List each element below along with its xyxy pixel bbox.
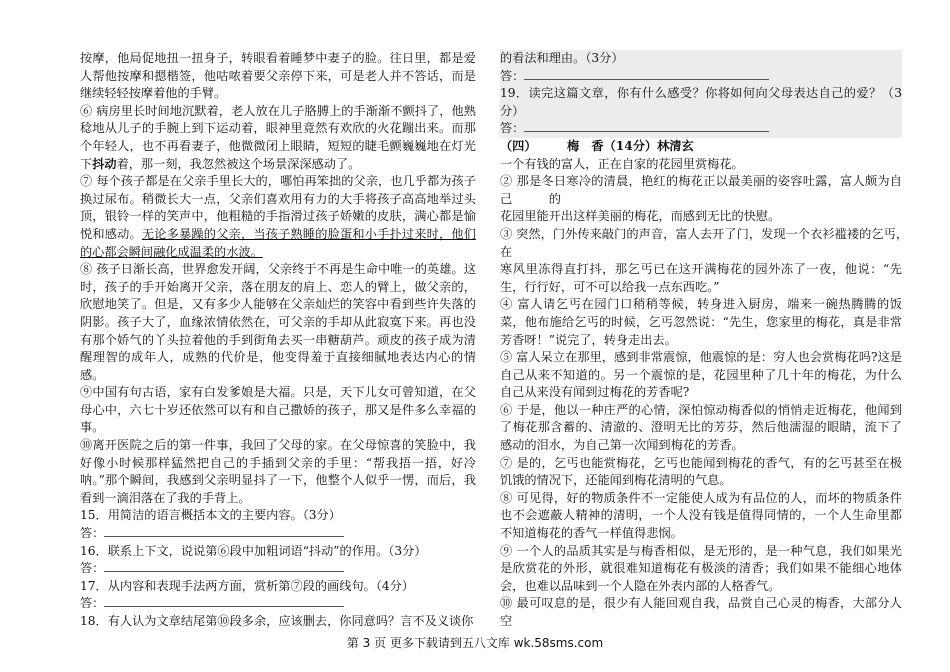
right-column (500, 50, 927, 631)
answer-line-15: 答： (80, 525, 476, 543)
answer-line-17: 答： (80, 595, 476, 613)
meixiang-paragraph-5: ⑤ 富人呆立在那里，感到非常震惊，他震惊的是：穷人也会赏梅花吗?这是自己从来不知道的。另一个震惊的是，花园里种了几十年的梅花，为什么自己从来没有闻到过梅花的芳香呢? (500, 350, 902, 400)
passage-paragraph-5-cont: 按摩，他局促地扭一扭身子，转眼看着睡梦中妻子的脸。往日里，都是爱人帮他按摩和摁楷签，他咕哝着要父亲停下来，可是老人并不答话，而是继续轻轻按摩着他的手臂。 (80, 51, 476, 101)
passage-paragraph-6: ⑥ 病房里长时间地沉默着，老人放在儿子胳膊上的手渐渐不颤抖了，他熟稔地从儿子的手腕上到下运动着，眼神里竟然有欢欣的火花蹦出来。而那个年轻人，也不再看妻子，他微微闭上眼睛，短短的睫毛颤巍巍地在灯光下抖动着，那一刻，我忽然被这个场景深深感动了。 (80, 103, 476, 171)
answer-line-18: 答： (500, 68, 902, 86)
passage-paragraph-7: ⑦ 每个孩子都是在父亲手里长大的，哪怕再笨拙的父亲，也几乎都为孩子换过尿布。稍微长大一点，父亲们喜欢用有力的大手将孩子高高地举过头顶，银铃一样的笑声中，他粗糙的手指滑过孩子娇嫩的皮肤，满心都是愉悦和感动。无论多暴躁的父亲，当孩子熟睡的脸蛋和小手扑过来时，他们的心都会瞬间融化成温柔的水波。 (80, 174, 477, 259)
answer-blank[interactable] (104, 525, 344, 537)
question-19: 19．读完这篇文章，你有什么感受？你将如何向父母表达自己的爱？（3分） (500, 86, 902, 118)
question-15: 15．用简洁的语言概括本文的主要内容。（3分） (80, 508, 341, 523)
meixiang-paragraph-8: ⑧ 可见得，好的物质条件不一定能使人成为有品位的人，而坏的物质条件也不会遮蔽人精神的清明，一个人没有钱是值得同情的，一个人生命里都不知道梅花的香气一样值得悲悯。 (500, 490, 902, 541)
answer-blank[interactable] (104, 595, 344, 607)
passage-paragraph-9: ⑨中国有句古语，家有白发爹娘是大福。只是，天下儿女可曾知道，在父母心中，六七十岁还依然可以有和自己撒娇的孩子，那又是件多么幸福的事。 (80, 385, 476, 435)
meixiang-paragraph-6: ⑥ 于是，他以一种庄严的心情，深怕惊动梅香似的悄悄走近梅花，他闻到了梅花那含蓄的、清澈的、澄明无比的芳芬，然后他濡湿的眼睛，流下了感动的泪水，为自己第一次闻到梅花的芳香。 (500, 402, 902, 453)
meixiang-paragraph-3b: 寒风里冻得直打抖，那乞丐已在这开满梅花的园外冻了一夜，他说：“先生，行行好，可不可以给我一点东西吃。” (500, 262, 902, 294)
answer-line-19: 答： (500, 120, 902, 138)
bold-word-doudong: 抖动 (92, 156, 117, 171)
question-16: 16．联系上下文，说说第⑥段中加粗词语“抖动”的作用。（3分） (80, 543, 427, 558)
meixiang-paragraph-1: 一个有钱的富人，正在自家的花园里赏梅花。 (500, 156, 744, 171)
meixiang-paragraph-2b: 花园里能开出这样美丽的梅花，而感到无比的快慰。 (500, 209, 781, 224)
meixiang-paragraph-10: ⑩ 最可叹息的是，很少有人能回观自我，品赏自己心灵的梅香，大部分人空 (500, 596, 902, 628)
meixiang-paragraph-9: ⑨ 一个人的品质其实是与梅香相似，是无形的，是一种气息，我们如果光是欣赏花的外形，就很难知道梅花有极淡的清香；我们如果不能细心地体会，也难以品味到一个人隐在外表内部的人格香气。 (500, 543, 902, 593)
answer-blank[interactable] (524, 120, 769, 132)
passage-paragraph-10: ⑩离开医院之后的第一件事，我回了父母的家。在父母惊喜的笑脸中，我好像小时候那样猛然把自己的手插到父亲的手里：“帮我捂一捂，好冷呐。”那个瞬间，我感到父亲明显抖了一下，他整个人似乎一愣，而后，我看到一滴泪落在了我的手背上。 (80, 438, 476, 505)
shaded-question-block (500, 50, 902, 138)
question-17: 17．从内容和表现手法两方面，赏析第⑦段的画线句。（4分） (80, 578, 415, 593)
answer-line-16: 答： (80, 560, 476, 578)
meixiang-paragraph-3a: ③ 突然，门外传来敲门的声音，富人去开了门，发现一个衣衫褴褛的乞丐， 在 (500, 226, 927, 259)
meixiang-paragraph-4: ④ 富人请乞丐在园门口稍稍等候，转身进入厨房，端来一碗热腾腾的饭菜，他布施给乞丐的时候，乞丐忽然说：“先生，您家里的梅花，真是非常芳香呀！”说完了，转身走出去。 (500, 297, 902, 347)
passage-paragraph-8: ⑧ 孩子日渐长高，世界愈发开阔，父亲终于不再是生命中唯一的英雄。这时，孩子的手开始离开父亲，落在朋友的肩上、恋人的臂上，做父亲的，欣慰地笑了。但是，又有多少人能够在父亲灿烂的笑容中看到些许失落的阴影。孩子大了，血缘浓情依然在，可父亲的手却从此寂寞下来。再也没有那个娇气的丫头拉着他的手到街角去买一串糖葫芦。顽皮的孩子成为清醒理智的成年人，成熟的代价是，他变得羞于直接细腻地表达内心的情感。 (80, 262, 476, 382)
answer-blank[interactable] (524, 68, 769, 80)
section-title: （四） 梅 香（14分）林清玄 (500, 138, 694, 153)
left-column (80, 50, 476, 631)
answer-blank[interactable] (104, 560, 344, 572)
meixiang-paragraph-7: ⑦ 是的，乞丐也能赏梅花，乞丐也能闻到梅花的香气，有的乞丐甚至在极饥饿的情况下，还能闻到梅花清明的气息。 (500, 455, 902, 488)
question-18: 18．有人认为文章结尾第⑩段多余，应该删去，你同意吗？言不及义谈你 (80, 614, 474, 628)
question-18-cont: 的看法和理由。（3分） (500, 51, 624, 65)
underlined-sentence: 无论多暴躁的父亲，当孩子熟睡的脸蛋和小手扑过来时，他们的心都会瞬间融化成温柔的水波。 (80, 226, 477, 259)
meixiang-paragraph-2a: ② 那是冬日寒冷的清晨，艳红的梅花正以最美丽的姿容吐露，富人颇为自己 的 (500, 174, 902, 206)
page-footer: 第 3 页 更多下载请到五八文库 wk.58sms.com (346, 636, 604, 650)
